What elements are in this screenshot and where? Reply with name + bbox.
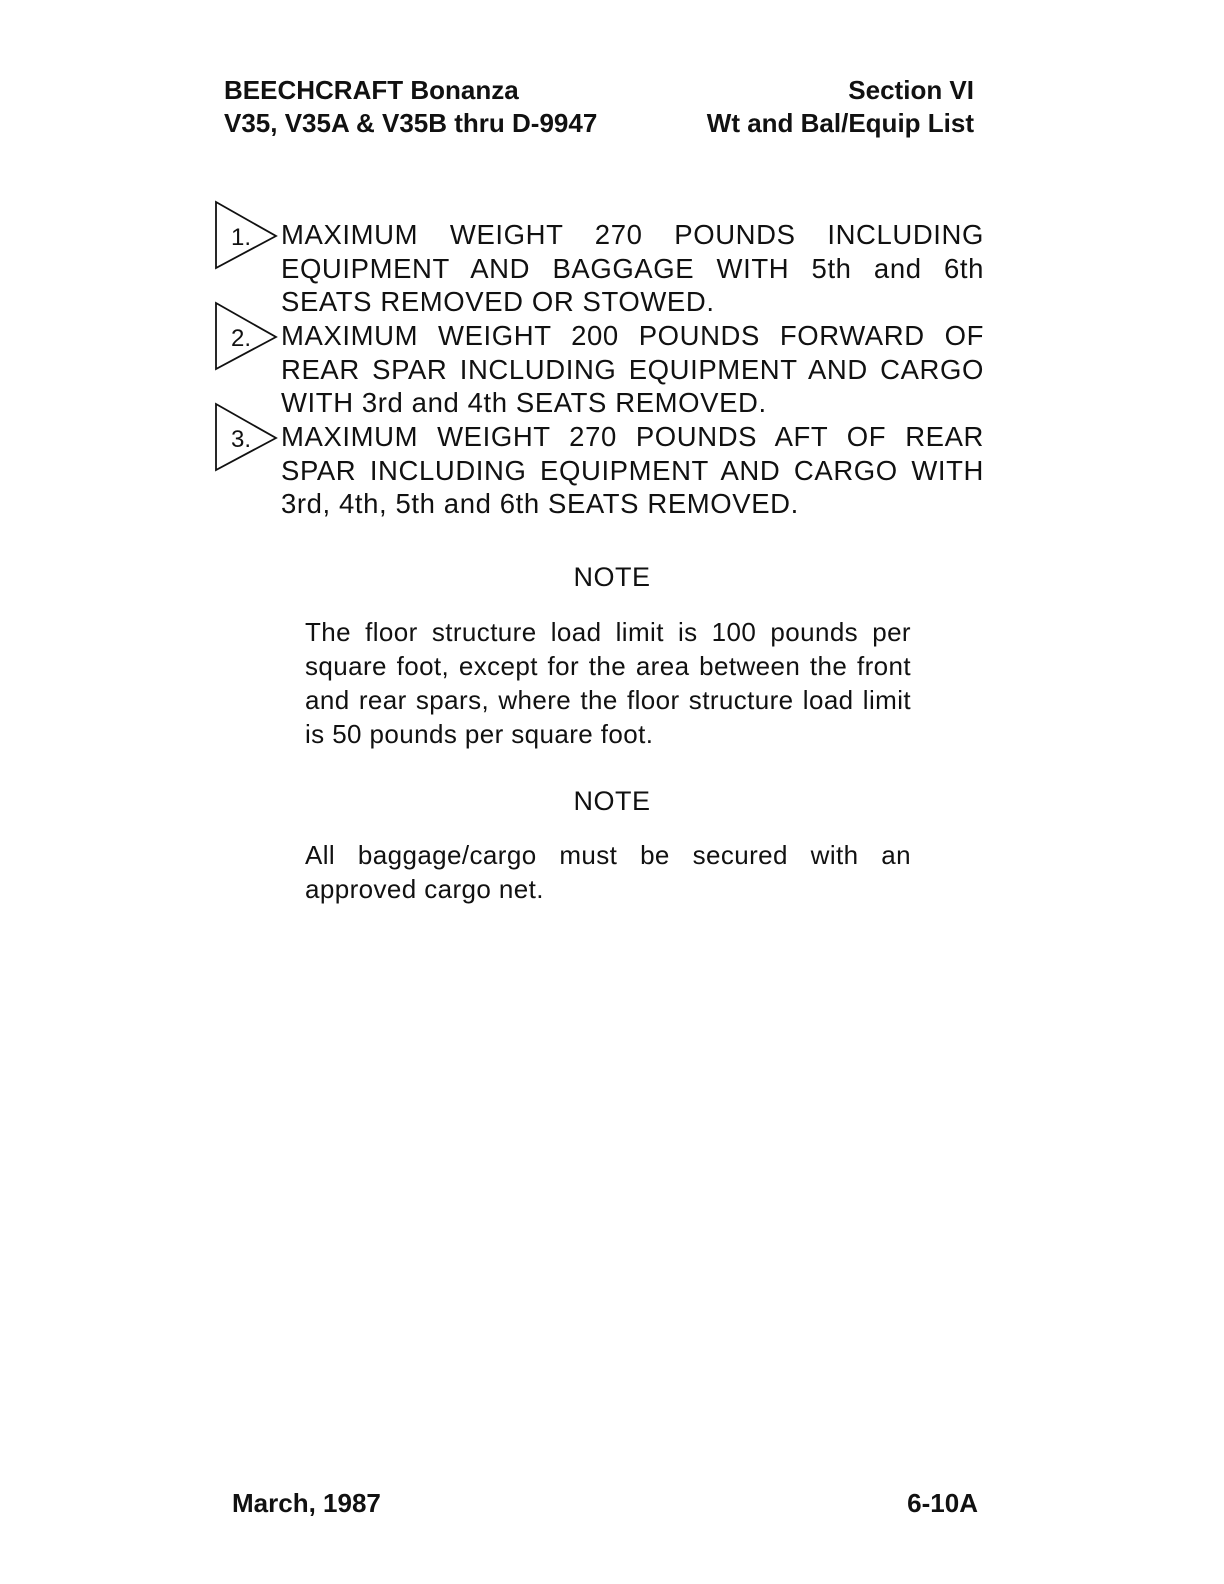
footnote-number: 3. bbox=[231, 426, 252, 453]
triangle-marker-icon bbox=[214, 301, 280, 371]
footnote-text: MAXIMUM WEIGHT 270 POUNDS AFT OF REAR SPAR INCLUDING EQUIPMENT AND CARGO WITH 3rd, 4th, 5th and 6th SEATS REMOVED. bbox=[281, 421, 984, 519]
footnote-list bbox=[214, 200, 984, 519]
page-header-right bbox=[707, 74, 974, 140]
manual-title: BEECHCRAFT Bonanza bbox=[224, 75, 519, 105]
triangle-marker-icon bbox=[214, 200, 280, 270]
revision-date: March, 1987 bbox=[232, 1488, 381, 1518]
footnote-item bbox=[214, 301, 984, 418]
section-number: Section VI bbox=[848, 75, 974, 105]
footnote-text: MAXIMUM WEIGHT 200 POUNDS FORWARD OF REAR SPAR INCLUDING EQUIPMENT AND CARGO WITH 3rd and 4th SEATS REMOVED. bbox=[281, 320, 984, 418]
note-body: The floor structure load limit is 100 pounds per square foot, except for the area between the front and rear spars, where the floor structure load limit is 50 pounds per square foot. bbox=[305, 617, 911, 749]
footnote-text: MAXIMUM WEIGHT 270 POUNDS INCLUDING EQUIPMENT AND BAGGAGE WITH 5th and 6th SEATS REMOVED OR STOWED. bbox=[281, 219, 984, 317]
section-title: Wt and Bal/Equip List bbox=[706, 108, 974, 138]
triangle-marker-icon bbox=[214, 402, 280, 472]
page-header-left bbox=[224, 74, 597, 140]
model-applicability: V35, V35A & V35B thru D-9947 bbox=[224, 108, 598, 138]
footnote-number: 1. bbox=[231, 224, 252, 251]
footnote-item bbox=[214, 200, 984, 317]
footnote-number: 2. bbox=[231, 325, 252, 352]
footnote-item bbox=[214, 402, 984, 519]
note-heading: NOTE bbox=[573, 562, 651, 592]
note-body: All baggage/cargo must be secured with an approved cargo net. bbox=[305, 840, 911, 904]
note-heading: NOTE bbox=[573, 786, 651, 816]
page-number: 6-10A bbox=[907, 1488, 978, 1518]
